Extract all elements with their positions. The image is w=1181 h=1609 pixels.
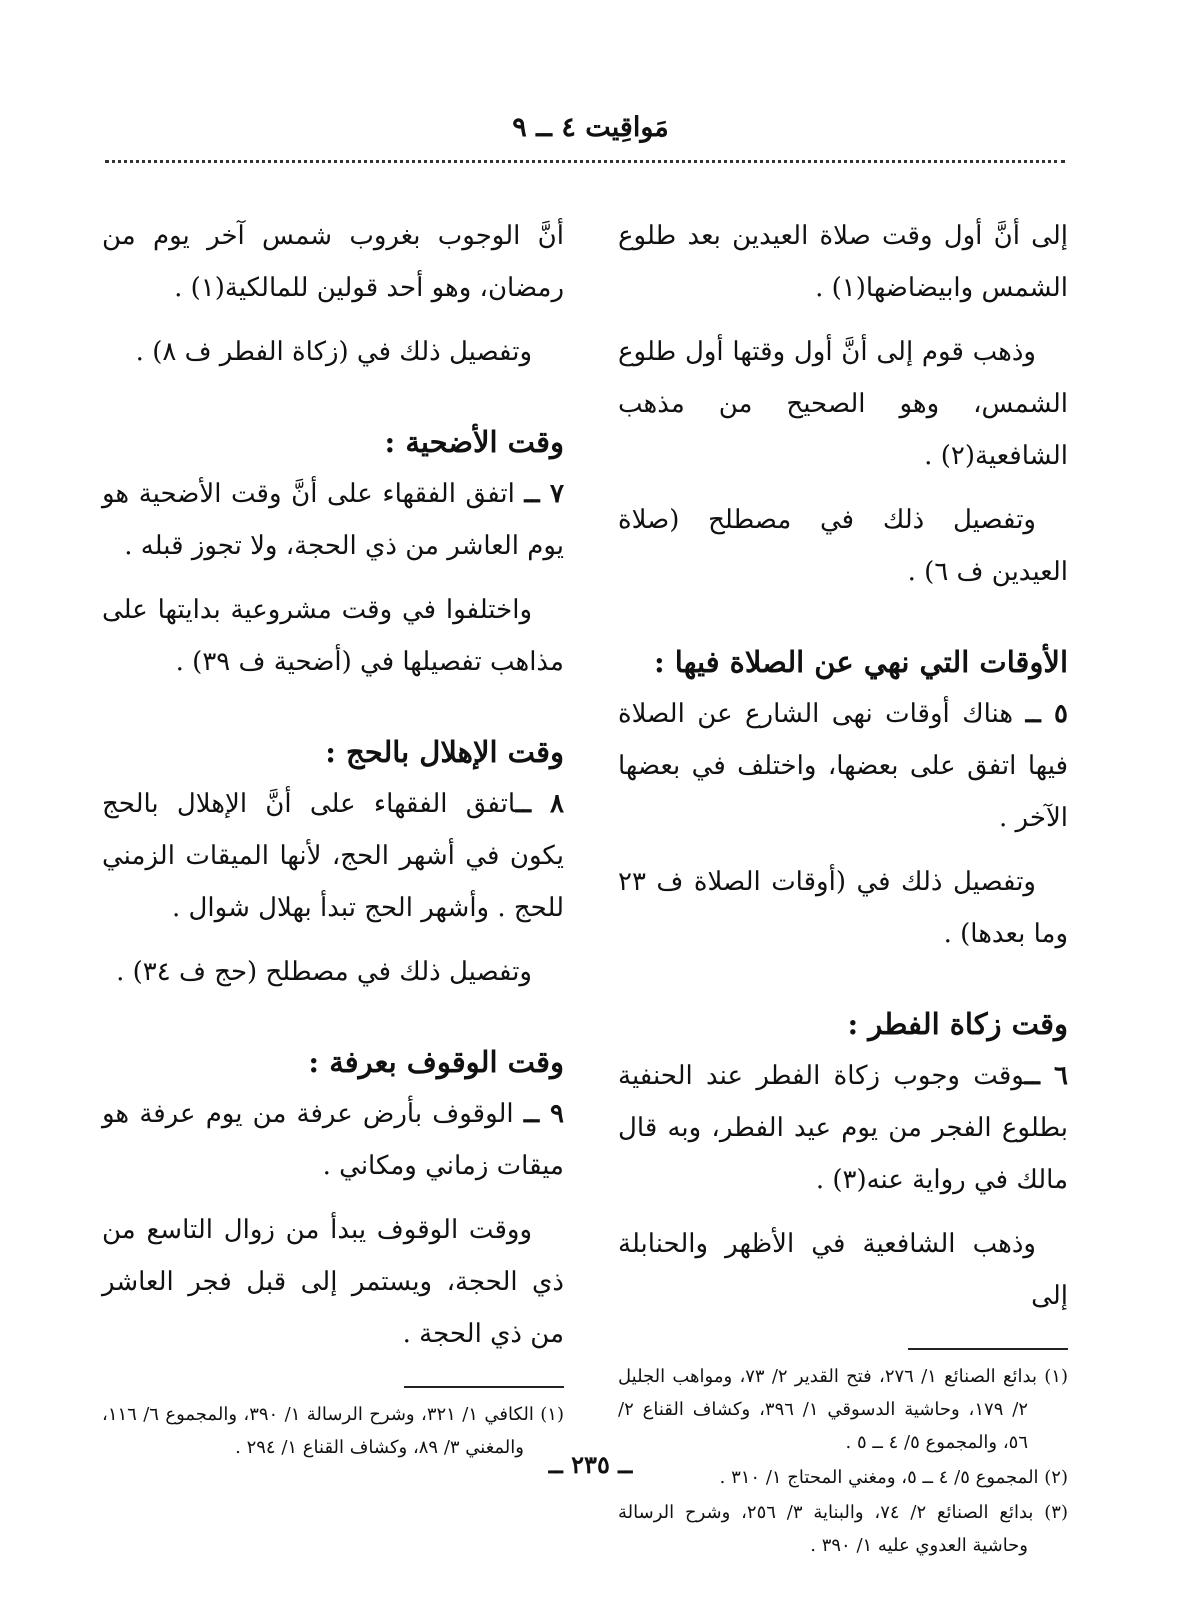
- paragraph-number-6: ٦ ــ: [1024, 1061, 1068, 1091]
- right-footnote-1: (١) بدائع الصنائع ١/ ٢٧٦، فتح القدير ٢/ ٧٣، ومواهب الجليل ٢/ ١٧٩، وحاشية الدسوقي ١/ ٣٩٦، وكشاف القناع ٢/ ٥٦، والمجموع ٥/ ٤ ــ ٥ .: [618, 1366, 1068, 1453]
- right-paragraph-2: وذهب قوم إلى أنَّ أول وقتها أول طلوع الشمس، وهو الصحيح من مذهب الشافعية(٢) .: [618, 337, 1068, 471]
- right-paragraph-7: وذهب الشافعية في الأظهر والحنابلة إلى: [618, 1229, 1068, 1311]
- paragraph-number-5: ٥ ــ: [1025, 699, 1068, 729]
- paragraph-number-7: ٧ ــ: [524, 479, 564, 509]
- heading-arafah-standing-time: وقت الوقوف بعرفة :: [308, 1045, 564, 1079]
- paragraph-number-9: ٩ ــ: [523, 1099, 564, 1129]
- right-paragraph-3: وتفصيل ذلك في مصطلح (صلاة العيدين ف ٦) .: [618, 505, 1068, 587]
- left-paragraph-8: ووقت الوقوف يبدأ من زوال التاسع من ذي الحجة، ويستمر إلى قبل فجر العاشر من ذي الحجة .: [102, 1215, 564, 1349]
- header-dotted-rule: [105, 160, 1065, 163]
- right-footnote-3: (٣) بدائع الصنائع ٢/ ٧٤، والبناية ٣/ ٢٥٦، وشرح الرسالة وحاشية العدوي عليه ١/ ٣٩٠ .: [618, 1502, 1068, 1556]
- left-paragraph-5: [102, 778, 564, 934]
- right-column: [618, 210, 1068, 1564]
- right-paragraph-4: [618, 688, 1068, 844]
- left-paragraph-4: واختلفوا في وقت مشروعية بدايتها على مذاهب تفصيلها في (أضحية ف ٣٩) .: [102, 595, 564, 677]
- heading-zakat-al-fitr-time: وقت زكاة الفطر :: [847, 1007, 1068, 1041]
- left-paragraph-2: وتفصيل ذلك في (زكاة الفطر ف ٨) .: [135, 337, 532, 367]
- left-paragraph-6: وتفصيل ذلك في مصطلح (حج ف ٣٤) .: [116, 957, 532, 987]
- heading-hajj-ihlal-time: وقت الإهلال بالحج :: [325, 735, 564, 769]
- page-number: ــ ٢٣٥ ــ: [548, 1450, 633, 1479]
- left-footnote-separator: [404, 1386, 564, 1388]
- right-paragraph-4-text: هناك أوقات نهى الشارع عن الصلاة فيها اتفق على بعضها، واختلف في بعضها الآخر .: [618, 699, 1068, 833]
- right-paragraph-5: وتفصيل ذلك في (أوقات الصلاة ف ٢٣ وما بعدها) .: [618, 867, 1068, 949]
- left-paragraph-1: أنَّ الوجوب بغروب شمس آخر يوم من رمضان، وهو أحد قولين للمالكية(١) .: [102, 221, 564, 303]
- left-paragraph-7-text: الوقوف بأرض عرفة من يوم عرفة هو ميقات زماني ومكاني .: [102, 1099, 564, 1181]
- left-paragraph-3-text: اتفق الفقهاء على أنَّ وقت الأضحية هو يوم العاشر من ذي الحجة، ولا تجوز قبله .: [102, 479, 564, 561]
- page-header-title: مَواقِيت ٤ ــ ٩: [512, 112, 669, 143]
- left-paragraph-3: [102, 468, 564, 572]
- right-paragraph-1: إلى أنَّ أول وقت صلاة العيدين بعد طلوع الشمس وابيضاضها(١) .: [618, 221, 1068, 303]
- left-footnote-1: (١) الكافي ١/ ٣٢١، وشرح الرسالة ١/ ٣٩٠، والمجموع ٦/ ١١٦، والمغني ٣/ ٨٩، وكشاف القناع ١/ ٢٩٤ .: [102, 1404, 564, 1458]
- right-footnote-2: (٢) المجموع ٥/ ٤ ــ ٥، ومغني المحتاج ١/ ٣١٠ .: [719, 1467, 1068, 1488]
- left-paragraph-5-text: اتفق الفقهاء على أنَّ الإهلال بالحج يكون في أشهر الحج، لأنها الميقات الزمني للحج . وأشهر الحج تبدأ بهلال شوال .: [102, 789, 564, 923]
- left-paragraph-7: [102, 1088, 564, 1192]
- heading-prohibited-prayer-times: الأوقات التي نهي عن الصلاة فيها :: [653, 645, 1068, 679]
- right-paragraph-6: [618, 1050, 1068, 1206]
- right-paragraph-6-text: وقت وجوب زكاة الفطر عند الحنفية بطلوع الفجر من يوم عيد الفطر، وبه قال مالك في رواية عنه(٣) .: [618, 1061, 1068, 1195]
- paragraph-number-8: ٨ ــ: [515, 789, 564, 819]
- left-column: [102, 210, 564, 1466]
- heading-udhiya-time: وقت الأضحية :: [384, 425, 564, 459]
- right-footnote-separator: [908, 1348, 1068, 1350]
